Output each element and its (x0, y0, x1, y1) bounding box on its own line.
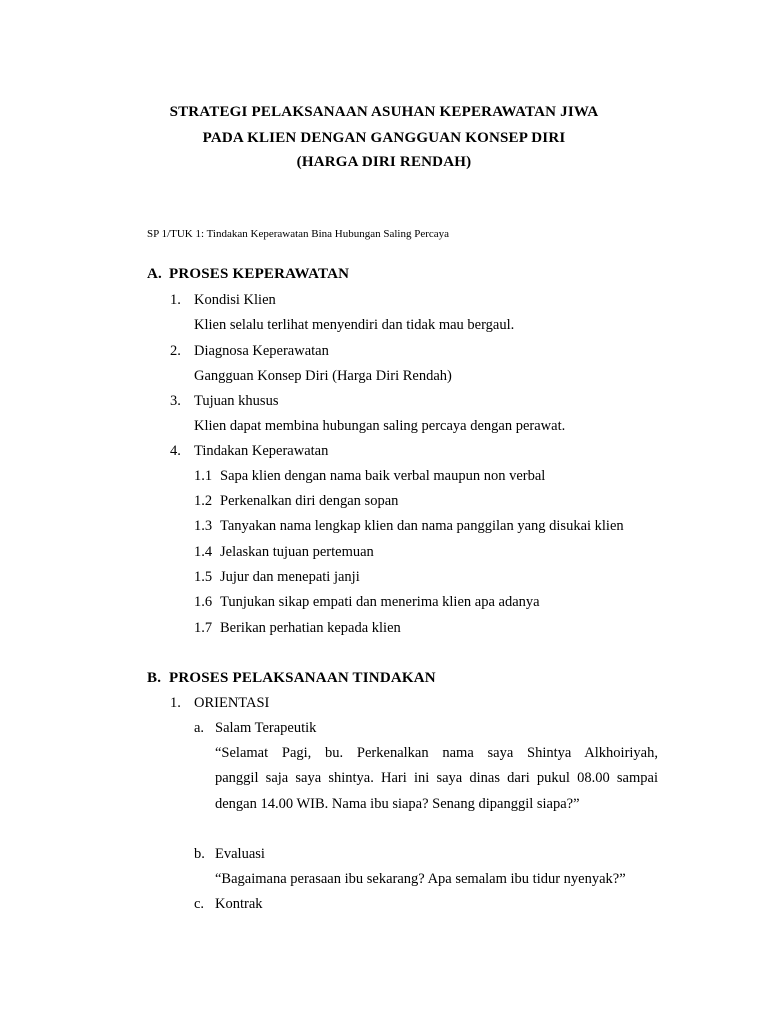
item-number: 4. (170, 443, 181, 459)
sub-item-label: Evaluasi (215, 846, 265, 862)
action-text: Jujur dan menepati janji (220, 569, 360, 585)
action-number: 1.7 (194, 620, 213, 636)
item-detail: Klien selalu terlihat menyendiri dan tidak mau bergaul. (194, 317, 515, 333)
item-number: 3. (170, 393, 181, 409)
action-number: 1.2 (194, 493, 213, 509)
doc-title-line-3: (HARGA DIRI RENDAH) (296, 154, 472, 170)
doc-title-line-1: STRATEGI PELAKSANAAN ASUHAN KEPERAWATAN JIWA (169, 104, 599, 120)
action-text: Sapa klien dengan nama baik verbal maupun non verbal (220, 468, 546, 484)
item-label: Kondisi Klien (194, 292, 276, 308)
doc-subtitle: SP 1/TUK 1: Tindakan Keperawatan Bina Hubungan Saling Percaya (147, 228, 450, 240)
item-number: 1. (170, 695, 181, 711)
item-label: Diagnosa Keperawatan (194, 343, 329, 359)
action-text: Berikan perhatian kepada klien (220, 620, 401, 636)
action-text: Jelaskan tujuan pertemuan (220, 544, 374, 560)
item-detail: Klien dapat membina hubungan saling percaya dengan perawat. (194, 418, 566, 434)
sub-item-letter: c. (194, 896, 205, 912)
item-label: Tindakan Keperawatan (194, 443, 329, 459)
section-a-title: PROSES KEPERAWATAN (169, 266, 350, 282)
action-number: 1.1 (194, 468, 213, 484)
dialogue-line: dengan 14.00 WIB. Nama ibu siapa? Senang dipanggil siapa?” (215, 796, 580, 812)
dialogue-line: “Bagaimana perasaan ibu sekarang? Apa semalam ibu tidur nyenyak?” (215, 871, 626, 887)
item-label: ORIENTASI (194, 695, 270, 711)
section-b-title: PROSES PELAKSANAAN TINDAKAN (169, 670, 436, 686)
doc-title-line-2: PADA KLIEN DENGAN GANGGUAN KONSEP DIRI (202, 130, 566, 146)
item-label: Tujuan khusus (194, 393, 279, 409)
section-a-heading (147, 266, 349, 283)
sub-item-label: Salam Terapeutik (215, 720, 317, 736)
dialogue-line: “Selamat Pagi, bu. Perkenalkan nama saya Shintya Alkhoiriyah, (215, 745, 658, 761)
action-number: 1.4 (194, 544, 213, 560)
action-text: Tanyakan nama lengkap klien dan nama panggilan yang disukai klien (220, 518, 624, 534)
action-text: Perkenalkan diri dengan sopan (220, 493, 399, 509)
action-number: 1.6 (194, 594, 213, 610)
action-number: 1.3 (194, 518, 213, 534)
item-detail: Gangguan Konsep Diri (Harga Diri Rendah) (194, 368, 452, 384)
item-number: 2. (170, 343, 181, 359)
item-number: 1. (170, 292, 181, 308)
sub-item-letter: a. (194, 720, 205, 736)
action-text: Tunjukan sikap empati dan menerima klien apa adanya (220, 594, 540, 610)
section-b-letter: B. (147, 670, 162, 686)
action-number: 1.5 (194, 569, 213, 585)
dialogue-line: panggil saja saya shintya. Hari ini saya dinas dari pukul 08.00 sampai (215, 770, 658, 786)
sub-item-letter: b. (194, 846, 205, 862)
section-b-heading (147, 670, 436, 687)
sub-item-label: Kontrak (215, 896, 263, 912)
section-a-letter: A. (147, 266, 162, 282)
